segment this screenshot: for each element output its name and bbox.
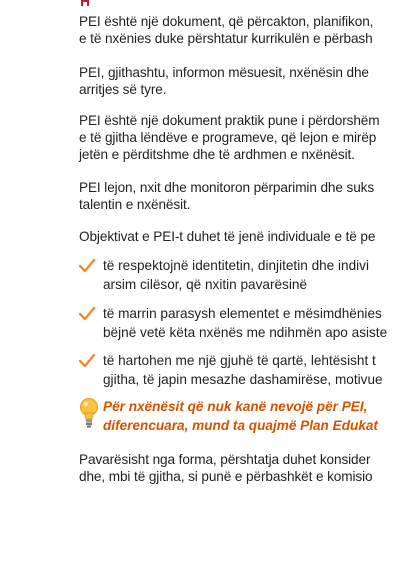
paragraph-line: dhe, mbi të gjitha, si punë e përbashkët e komisio [79, 469, 373, 484]
paragraph-line: e të nxënies duke përshtatur kurrikulën e përbash [79, 31, 373, 46]
paragraph-line: Objektivat e PEI-t duhet të jenë individuale e të pe [79, 229, 376, 244]
paragraph-line: arritjes së tyre. [79, 82, 167, 97]
paragraph-3 [79, 112, 379, 163]
closing-paragraph [79, 451, 372, 485]
list-item-text [103, 304, 387, 342]
paragraph-1 [79, 13, 373, 47]
pen-icon [79, 0, 91, 8]
list-item-line: bëjnë vetë këta nxënës me ndihmën apo asiste [103, 325, 388, 340]
paragraph-line: PEI është një dokument, që përcakton, planifikon, [79, 14, 374, 29]
list-item-line: arsim cilësor, që nxitin pavarësinë [103, 277, 307, 292]
checkmark-icon [79, 354, 95, 368]
list-item-text [103, 256, 369, 294]
hint-text [103, 397, 378, 435]
paragraph-line: jetën e përditshme dhe të ardhmen e nxënësit. [79, 147, 355, 162]
hint-line: Për nxënësit që nuk kanë nevojë për PEI, [103, 399, 368, 414]
paragraph-5 [79, 228, 375, 245]
list-item [79, 256, 413, 296]
list-item [79, 351, 413, 391]
paragraph-line: PEI është një dokument praktik pune i përdorshëm [79, 113, 380, 128]
paragraph-line: PEI, gjithashtu, informon mësuesit, nxënësin dhe [79, 65, 369, 80]
lightbulb-icon [79, 397, 99, 431]
list-item-line: gjitha, të japin mesazhe dashamirëse, motivue [103, 372, 383, 387]
paragraph-line: e të gjitha lëndëve e programeve, që lejon e mirëp [79, 130, 377, 145]
paragraph-line: talentin e nxënësit. [79, 197, 191, 212]
list-item [79, 304, 413, 344]
checkmark-icon [79, 259, 95, 273]
paragraph-4 [79, 179, 374, 213]
paragraph-line: Pavarësisht nga forma, përshtatja duhet konsider [79, 452, 371, 467]
paragraph-line: PEI lejon, nxit dhe monitoron përparimin dhe suks [79, 180, 375, 195]
hint-line: diferencuara, mund ta quajmë Plan Edukat [103, 418, 378, 433]
list-item-text [103, 351, 383, 389]
list-item-line: të respektojnë identitetin, dinjitetin dhe indivi [103, 258, 370, 273]
hint-callout [79, 397, 413, 441]
list-item-line: të marrin parasysh elementet e mësimdhënies [103, 306, 382, 321]
paragraph-2 [79, 64, 369, 98]
checkmark-icon [79, 307, 95, 321]
list-item-line: të hartohen me një gjuhë të qartë, lehtësisht t [103, 353, 376, 368]
